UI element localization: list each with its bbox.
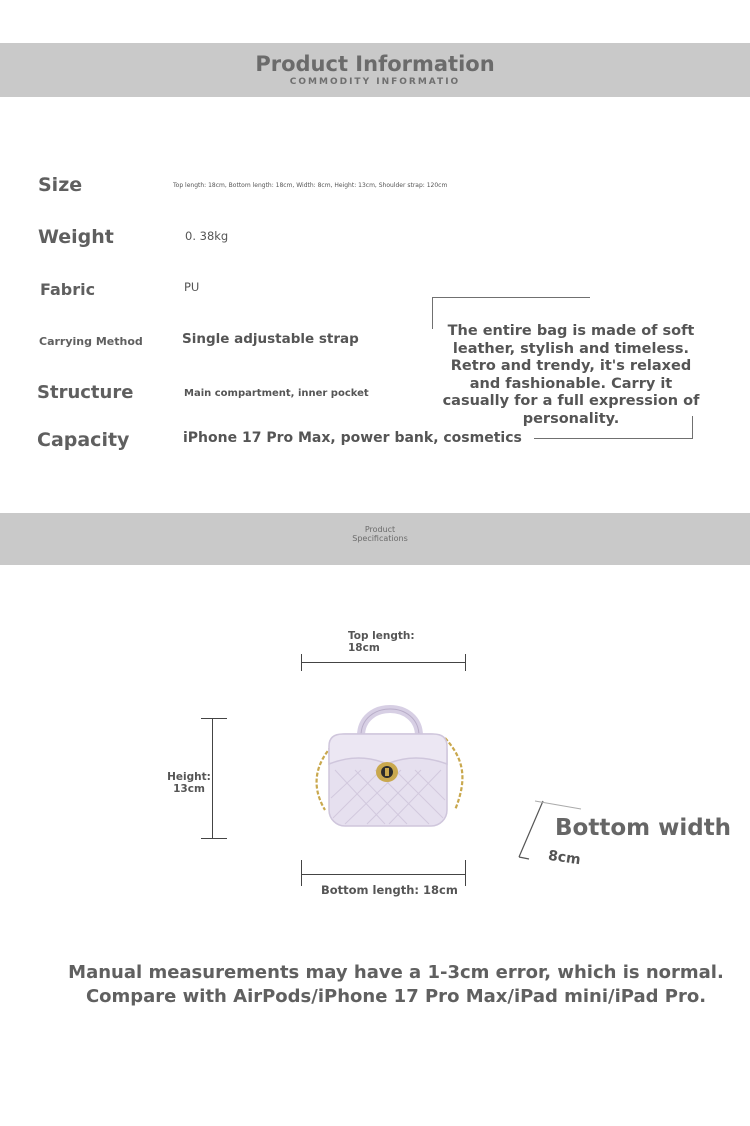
fabric-label: Fabric xyxy=(40,280,96,299)
specs-title-line1: Product xyxy=(364,525,396,534)
bottom-length-label: Bottom length: 18cm xyxy=(321,883,458,897)
top-length-value: 18cm xyxy=(348,642,380,654)
fabric-value: PU xyxy=(184,280,200,294)
size-value: Top length: 18cm, Bottom length: 18cm, Width: 8cm, Height: 13cm, Shoulder strap: 120cm xyxy=(173,182,448,189)
measurement-note-line1: Manual measurements may have a 1-3cm error, which is normal. xyxy=(68,962,724,983)
specs-title xyxy=(340,525,420,543)
handbag-image xyxy=(295,690,475,840)
carrying-label: Carrying Method xyxy=(39,335,143,348)
top-dimension-tick-left xyxy=(301,654,302,671)
height-dimension-tick-top xyxy=(201,718,227,719)
bottom-width-label: Bottom width xyxy=(555,815,732,841)
height-title: Height: xyxy=(167,771,211,783)
bottom-width-value: 8cm xyxy=(547,847,582,869)
weight-label: Weight xyxy=(38,226,114,248)
top-dimension-tick-right xyxy=(465,654,466,671)
specs-title-line2: Specifications xyxy=(352,534,408,543)
height-value: 13cm xyxy=(173,783,205,795)
quote-bracket-left xyxy=(432,297,433,329)
height-label xyxy=(166,771,212,795)
section-title: Product Information xyxy=(255,52,495,76)
weight-value: 0. 38kg xyxy=(185,229,229,243)
quote-bracket-top xyxy=(432,297,590,298)
bottom-dimension-tick-right xyxy=(465,860,466,886)
quote-text: The entire bag is made of soft leather, stylish and timeless. Retro and trendy, it's relaxed and fashionable. Carry it casually for a full expression of personality. xyxy=(442,323,700,427)
bottom-dimension-tick-left xyxy=(301,860,302,886)
height-dimension-tick-bottom xyxy=(201,838,227,839)
quote-bracket-bottom xyxy=(534,438,693,439)
quote-bracket-right xyxy=(692,416,693,439)
structure-value: Main compartment, inner pocket xyxy=(184,388,369,399)
bottom-dimension-line xyxy=(301,874,465,875)
capacity-value: iPhone 17 Pro Max, power bank, cosmetics xyxy=(183,430,522,446)
top-length-title: Top length: xyxy=(348,630,415,642)
carrying-value: Single adjustable strap xyxy=(182,331,359,347)
bag-flap xyxy=(329,734,447,764)
section-subtitle: COMMODITY INFORMATIO xyxy=(289,77,461,87)
capacity-label: Capacity xyxy=(37,429,130,451)
height-dimension-line xyxy=(212,718,213,838)
size-label: Size xyxy=(38,174,83,196)
top-dimension-line xyxy=(301,662,465,663)
measurement-note-line2: Compare with AirPods/iPhone 17 Pro Max/iPad mini/iPad Pro. xyxy=(85,986,707,1007)
top-length-label xyxy=(348,630,415,654)
top-handle xyxy=(361,709,419,736)
structure-label: Structure xyxy=(37,382,134,403)
